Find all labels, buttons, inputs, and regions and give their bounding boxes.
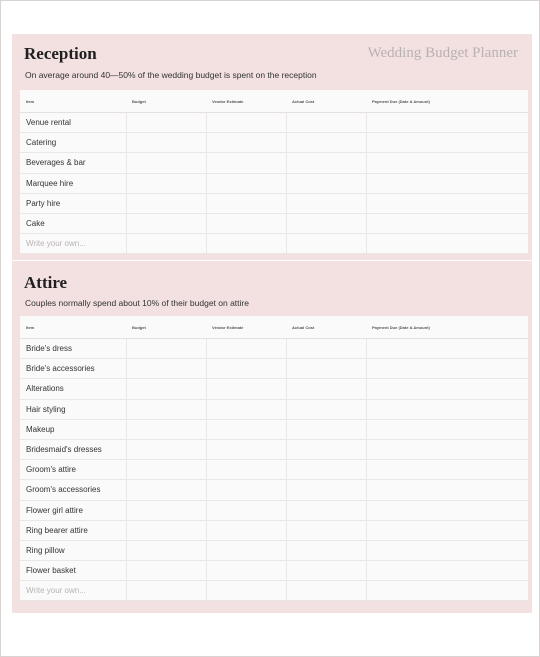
vendor-estimate-cell[interactable] bbox=[206, 153, 286, 173]
table-header-row bbox=[20, 316, 528, 339]
vendor-estimate-cell[interactable] bbox=[206, 540, 286, 560]
table-row bbox=[20, 540, 528, 560]
budget-cell[interactable] bbox=[126, 234, 206, 254]
item-cell[interactable]: Party hire bbox=[20, 193, 126, 213]
reception-section bbox=[12, 34, 532, 260]
payment-due-cell[interactable] bbox=[366, 213, 528, 233]
vendor-estimate-cell[interactable] bbox=[206, 359, 286, 379]
reception-title: Reception bbox=[24, 44, 97, 63]
budget-cell[interactable] bbox=[126, 399, 206, 419]
item-cell[interactable]: Makeup bbox=[20, 419, 126, 439]
actual-cost-cell[interactable] bbox=[286, 520, 366, 540]
item-cell[interactable]: Marquee hire bbox=[20, 173, 126, 193]
item-cell[interactable]: Hair styling bbox=[20, 399, 126, 419]
column-header-budget: Budget bbox=[126, 90, 206, 113]
budget-cell[interactable] bbox=[126, 419, 206, 439]
payment-due-cell[interactable] bbox=[366, 540, 528, 560]
actual-cost-cell[interactable] bbox=[286, 173, 366, 193]
payment-due-cell[interactable] bbox=[366, 500, 528, 520]
vendor-estimate-cell[interactable] bbox=[206, 173, 286, 193]
vendor-estimate-cell[interactable] bbox=[206, 500, 286, 520]
payment-due-cell[interactable] bbox=[366, 439, 528, 459]
document-title: Wedding Budget Planner bbox=[367, 45, 518, 61]
item-cell[interactable]: Alterations bbox=[20, 379, 126, 399]
item-cell[interactable]: Flower girl attire bbox=[20, 500, 126, 520]
payment-due-cell[interactable] bbox=[366, 193, 528, 213]
actual-cost-cell[interactable] bbox=[286, 480, 366, 500]
item-cell[interactable]: Flower basket bbox=[20, 561, 126, 581]
budget-cell[interactable] bbox=[126, 500, 206, 520]
budget-cell[interactable] bbox=[126, 520, 206, 540]
actual-cost-cell[interactable] bbox=[286, 113, 366, 133]
actual-cost-cell[interactable] bbox=[286, 399, 366, 419]
payment-due-cell[interactable] bbox=[366, 399, 528, 419]
column-header-payment-due: Payment Due (Date & Amount) bbox=[366, 316, 528, 339]
column-header-payment-due: Payment Due (Date & Amount) bbox=[366, 90, 528, 113]
table-row bbox=[20, 561, 528, 581]
actual-cost-cell[interactable] bbox=[286, 193, 366, 213]
table-header-row bbox=[20, 90, 528, 113]
item-cell[interactable]: Write your own... bbox=[20, 581, 126, 601]
payment-due-cell[interactable] bbox=[366, 520, 528, 540]
table-row bbox=[20, 113, 528, 133]
item-cell[interactable]: Groom's attire bbox=[20, 460, 126, 480]
actual-cost-cell[interactable] bbox=[286, 133, 366, 153]
item-cell[interactable]: Bride's accessories bbox=[20, 359, 126, 379]
budget-cell[interactable] bbox=[126, 339, 206, 359]
budget-cell[interactable] bbox=[126, 561, 206, 581]
payment-due-cell[interactable] bbox=[366, 173, 528, 193]
budget-cell[interactable] bbox=[126, 359, 206, 379]
item-cell[interactable]: Ring pillow bbox=[20, 540, 126, 560]
table-row bbox=[20, 153, 528, 173]
actual-cost-cell[interactable] bbox=[286, 213, 366, 233]
vendor-estimate-cell[interactable] bbox=[206, 213, 286, 233]
column-header-item: Item bbox=[20, 316, 126, 339]
item-cell[interactable]: Beverages & bar bbox=[20, 153, 126, 173]
table-row bbox=[20, 399, 528, 419]
attire-description: Couples normally spend about 10% of their budget on attire bbox=[25, 298, 249, 308]
actual-cost-cell[interactable] bbox=[286, 359, 366, 379]
actual-cost-cell[interactable] bbox=[286, 540, 366, 560]
vendor-estimate-cell[interactable] bbox=[206, 234, 286, 254]
item-cell[interactable]: Bridesmaid's dresses bbox=[20, 439, 126, 459]
item-cell[interactable]: Cake bbox=[20, 213, 126, 233]
payment-due-cell[interactable] bbox=[366, 359, 528, 379]
table-row bbox=[20, 193, 528, 213]
vendor-estimate-cell[interactable] bbox=[206, 193, 286, 213]
column-header-vendor-estimate: Vendor Estimate bbox=[206, 90, 286, 113]
payment-due-cell[interactable] bbox=[366, 133, 528, 153]
payment-due-cell[interactable] bbox=[366, 581, 528, 601]
item-cell[interactable]: Bride's dress bbox=[20, 339, 126, 359]
actual-cost-cell[interactable] bbox=[286, 439, 366, 459]
budget-cell[interactable] bbox=[126, 581, 206, 601]
actual-cost-cell[interactable] bbox=[286, 419, 366, 439]
reception-table bbox=[20, 90, 528, 254]
actual-cost-cell[interactable] bbox=[286, 153, 366, 173]
table-row bbox=[20, 133, 528, 153]
budget-cell[interactable] bbox=[126, 439, 206, 459]
vendor-estimate-cell[interactable] bbox=[206, 419, 286, 439]
table-row bbox=[20, 439, 528, 459]
column-header-actual-cost: Actual Cost bbox=[286, 90, 366, 113]
vendor-estimate-cell[interactable] bbox=[206, 379, 286, 399]
vendor-estimate-cell[interactable] bbox=[206, 399, 286, 419]
payment-due-cell[interactable] bbox=[366, 480, 528, 500]
payment-due-cell[interactable] bbox=[366, 561, 528, 581]
item-cell[interactable]: Catering bbox=[20, 133, 126, 153]
actual-cost-cell[interactable] bbox=[286, 581, 366, 601]
budget-cell[interactable] bbox=[126, 379, 206, 399]
attire-table bbox=[20, 316, 528, 601]
payment-due-cell[interactable] bbox=[366, 339, 528, 359]
table-row bbox=[20, 339, 528, 359]
payment-due-cell[interactable] bbox=[366, 460, 528, 480]
vendor-estimate-cell[interactable] bbox=[206, 113, 286, 133]
payment-due-cell[interactable] bbox=[366, 113, 528, 133]
budget-cell[interactable] bbox=[126, 173, 206, 193]
budget-cell[interactable] bbox=[126, 460, 206, 480]
column-header-actual-cost: Actual Cost bbox=[286, 316, 366, 339]
column-header-item: Item bbox=[20, 90, 126, 113]
budget-cell[interactable] bbox=[126, 480, 206, 500]
vendor-estimate-cell[interactable] bbox=[206, 520, 286, 540]
attire-title: Attire bbox=[24, 273, 68, 292]
column-header-vendor-estimate: Vendor Estimate bbox=[206, 316, 286, 339]
table-row bbox=[20, 480, 528, 500]
vendor-estimate-cell[interactable] bbox=[206, 339, 286, 359]
item-cell[interactable]: Ring bearer attire bbox=[20, 520, 126, 540]
actual-cost-cell[interactable] bbox=[286, 234, 366, 254]
table-row bbox=[20, 379, 528, 399]
table-row bbox=[20, 520, 528, 540]
vendor-estimate-cell[interactable] bbox=[206, 439, 286, 459]
write-your-own-row bbox=[20, 234, 528, 254]
budget-cell[interactable] bbox=[126, 193, 206, 213]
actual-cost-cell[interactable] bbox=[286, 561, 366, 581]
budget-cell[interactable] bbox=[126, 213, 206, 233]
payment-due-cell[interactable] bbox=[366, 379, 528, 399]
budget-cell[interactable] bbox=[126, 133, 206, 153]
actual-cost-cell[interactable] bbox=[286, 500, 366, 520]
budget-cell[interactable] bbox=[126, 153, 206, 173]
payment-due-cell[interactable] bbox=[366, 153, 528, 173]
actual-cost-cell[interactable] bbox=[286, 460, 366, 480]
vendor-estimate-cell[interactable] bbox=[206, 133, 286, 153]
table-row bbox=[20, 359, 528, 379]
payment-due-cell[interactable] bbox=[366, 419, 528, 439]
vendor-estimate-cell[interactable] bbox=[206, 460, 286, 480]
table-row bbox=[20, 460, 528, 480]
vendor-estimate-cell[interactable] bbox=[206, 480, 286, 500]
vendor-estimate-cell[interactable] bbox=[206, 561, 286, 581]
attire-section bbox=[12, 261, 532, 613]
table-row bbox=[20, 419, 528, 439]
budget-cell[interactable] bbox=[126, 113, 206, 133]
budget-cell[interactable] bbox=[126, 540, 206, 560]
write-your-own-row bbox=[20, 581, 528, 601]
table-row bbox=[20, 213, 528, 233]
reception-description: On average around 40—50% of the wedding budget is spent on the reception bbox=[25, 70, 317, 80]
vendor-estimate-cell[interactable] bbox=[206, 581, 286, 601]
actual-cost-cell[interactable] bbox=[286, 339, 366, 359]
column-header-budget: Budget bbox=[126, 316, 206, 339]
table-row bbox=[20, 500, 528, 520]
payment-due-cell[interactable] bbox=[366, 234, 528, 254]
item-cell[interactable]: Groom's accessories bbox=[20, 480, 126, 500]
actual-cost-cell[interactable] bbox=[286, 379, 366, 399]
item-cell[interactable]: Venue rental bbox=[20, 113, 126, 133]
item-cell[interactable]: Write your own... bbox=[20, 234, 126, 254]
table-row bbox=[20, 173, 528, 193]
